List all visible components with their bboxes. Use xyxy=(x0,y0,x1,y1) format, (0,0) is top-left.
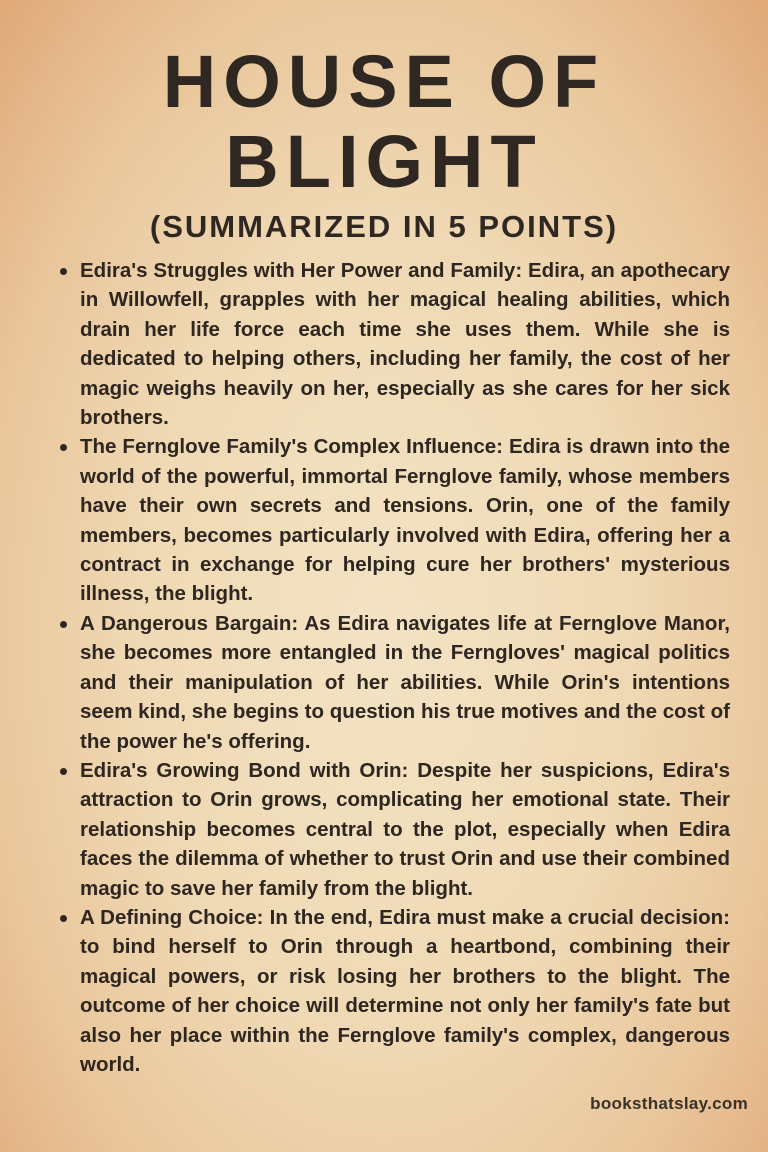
list-item xyxy=(80,256,730,432)
bullet-icon xyxy=(60,915,67,922)
bullet-icon xyxy=(60,268,67,275)
point-text: A Dangerous Bargain: As Edira navigates life at Fernglove Manor, she becomes more entangled in the Ferngloves' magical politics and their manipulation of her abilities. While Orin's intentions seem kind, she begins to question his true motives and the cost of the power he's offering. xyxy=(80,611,730,753)
bullet-icon xyxy=(60,621,67,628)
list-item xyxy=(80,756,730,903)
point-text: A Defining Choice: In the end, Edira must make a crucial decision: to bind herself to Orin through a heartbond, combining their magical powers, or risk losing her brothers to the blight. The outcome of her choice will determine not only her family's fate but also her place within the Fernglove family's complex, dangerous world. xyxy=(80,905,730,1076)
bullet-icon xyxy=(60,444,67,451)
site-watermark: booksthatslay.com xyxy=(590,1094,748,1114)
list-item xyxy=(80,903,730,1079)
list-item xyxy=(80,609,730,756)
page-subtitle: (SUMMARIZED IN 5 POINTS) xyxy=(149,209,619,244)
point-text: Edira's Growing Bond with Orin: Despite her suspicions, Edira's attraction to Orin grows, complicating her emotional state. Their relationship becomes central to the plot, especially when Edira faces the dilemma of whether to trust Orin and use their combined magic to save her family from the blight. xyxy=(80,758,730,900)
point-text: Edira's Struggles with Her Power and Family: Edira, an apothecary in Willowfell, grapples with her magical healing abilities, which drain her life force each time she uses them. While she is dedicated to helping others, including her family, the cost of her magic weighs heavily on her, especially as she cares for her sick brothers. xyxy=(80,259,730,430)
list-item xyxy=(80,432,730,608)
page-title: HOUSE OF BLIGHT xyxy=(162,40,606,203)
bullet-icon xyxy=(60,768,67,775)
summary-list xyxy=(80,256,730,1079)
point-text: The Fernglove Family's Complex Influence: Edira is drawn into the world of the powerful, immortal Fernglove family, whose members have their own secrets and tensions. Orin, one of the family members, becomes particularly involved with Edira, offering her a contract in exchange for helping cure her brothers' mysterious illness, the blight. xyxy=(80,435,730,606)
